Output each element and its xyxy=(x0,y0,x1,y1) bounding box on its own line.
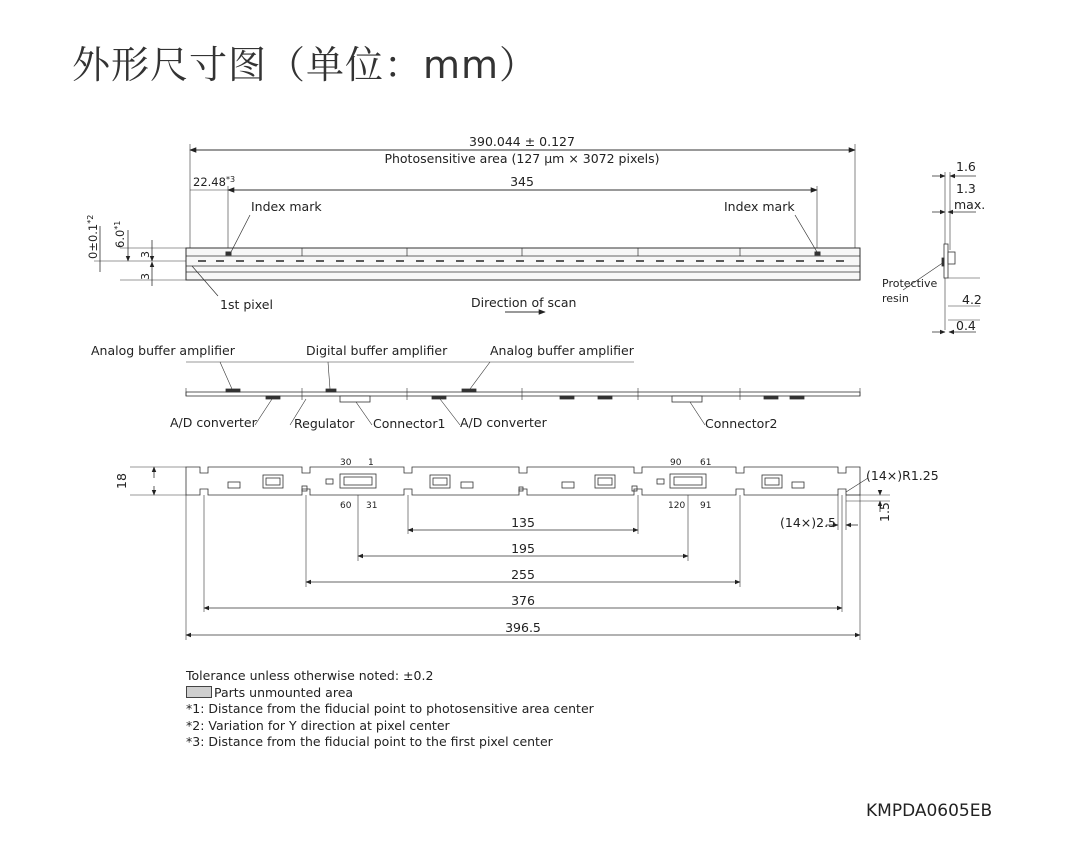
index-mark-left xyxy=(226,252,231,255)
bottom-view xyxy=(130,467,890,640)
first-pixel-offset: 22.48$^{*3}$ xyxy=(193,175,236,189)
board-edge xyxy=(186,392,860,396)
photosensitive-area: Photosensitive area (127 μm × 3072 pixels) xyxy=(384,151,660,166)
unmounted-swatch xyxy=(186,686,212,698)
connector2-side xyxy=(672,396,702,402)
scan-direction-label: Direction of scan xyxy=(471,295,577,310)
sensor-bar-top xyxy=(186,248,860,280)
dim-135: 135 xyxy=(511,515,535,530)
top-view xyxy=(94,144,860,312)
connector2-label: Connector2 xyxy=(705,416,778,431)
side-height-1: 4.2 xyxy=(962,292,982,307)
c2-pin-61: 61 xyxy=(700,458,712,468)
drawing-code: KMPDA0605EB xyxy=(866,801,993,821)
c1-pin-31: 31 xyxy=(366,501,378,511)
side-height-2: 0.4 xyxy=(956,318,976,333)
notch-radius: (14×)R1.25 xyxy=(866,468,939,483)
edge-dim-lower: 3 xyxy=(139,273,152,280)
note-2: *2: Variation for Y direction at pixel center xyxy=(186,717,450,733)
side-width-2: 1.3 xyxy=(956,181,976,196)
index-mark-pitch: 345 xyxy=(510,174,534,189)
c2-pin-120: 120 xyxy=(668,501,686,511)
y-variation: $0\pm 0.1^{*2}$ xyxy=(86,214,100,259)
unmounted-legend xyxy=(186,685,594,702)
resin-label-line2: resin xyxy=(882,292,909,305)
notch-depth: 1.5 xyxy=(877,502,892,522)
c1-pin-1: 1 xyxy=(368,458,374,468)
height-offset: 6.0$^{*1}$ xyxy=(113,220,127,248)
c2-pin-91: 91 xyxy=(700,501,712,511)
connector1-side xyxy=(340,396,370,402)
analog-amp-left-label: Analog buffer amplifier xyxy=(91,343,235,358)
side-resin xyxy=(948,252,955,264)
c1-pin-60: 60 xyxy=(340,501,352,511)
overall-length: 390.044 ± 0.127 xyxy=(469,134,575,149)
index-mark-right xyxy=(815,252,820,255)
dim-396-5: 396.5 xyxy=(505,620,541,635)
note-3: *3: Distance from the fiducial point to the first pixel center xyxy=(186,734,553,749)
first-pixel-label: 1st pixel xyxy=(220,297,273,312)
connector1-label: Connector1 xyxy=(373,416,446,431)
side-view xyxy=(903,172,980,332)
c2-pin-90: 90 xyxy=(670,458,682,468)
dim-195: 195 xyxy=(511,541,535,556)
c1-pin-30: 30 xyxy=(340,458,352,468)
adc-right-label: A/D converter xyxy=(460,415,547,430)
unmounted-label: Parts unmounted area xyxy=(214,684,354,700)
analog-amp-right-label: Analog buffer amplifier xyxy=(490,343,634,358)
regulator-label: Regulator xyxy=(294,416,355,431)
side-board xyxy=(944,244,948,278)
edge-dim-upper: 3 xyxy=(139,251,152,258)
notch-width: (14×)2.5 xyxy=(780,515,837,530)
board-height: 18 xyxy=(114,473,129,489)
notes-block xyxy=(186,668,594,751)
side-width-1: 1.6 xyxy=(956,159,976,174)
tolerance-note: Tolerance unless otherwise noted: ±0.2 xyxy=(186,668,434,683)
side-max-label: max. xyxy=(954,197,986,212)
index-mark-label-right: Index mark xyxy=(724,199,795,214)
index-mark-label-left: Index mark xyxy=(251,199,322,214)
page-title: 外形尺寸图（单位：mm） xyxy=(72,43,539,87)
dim-255: 255 xyxy=(511,567,535,582)
note-1: *1: Distance from the fiducial point to photosensitive area center xyxy=(186,701,594,716)
digital-amp-label: Digital buffer amplifier xyxy=(306,343,448,358)
adc-left-label: A/D converter xyxy=(170,415,257,430)
dim-376: 376 xyxy=(511,593,535,608)
resin-label-line1: Protective xyxy=(882,277,938,290)
